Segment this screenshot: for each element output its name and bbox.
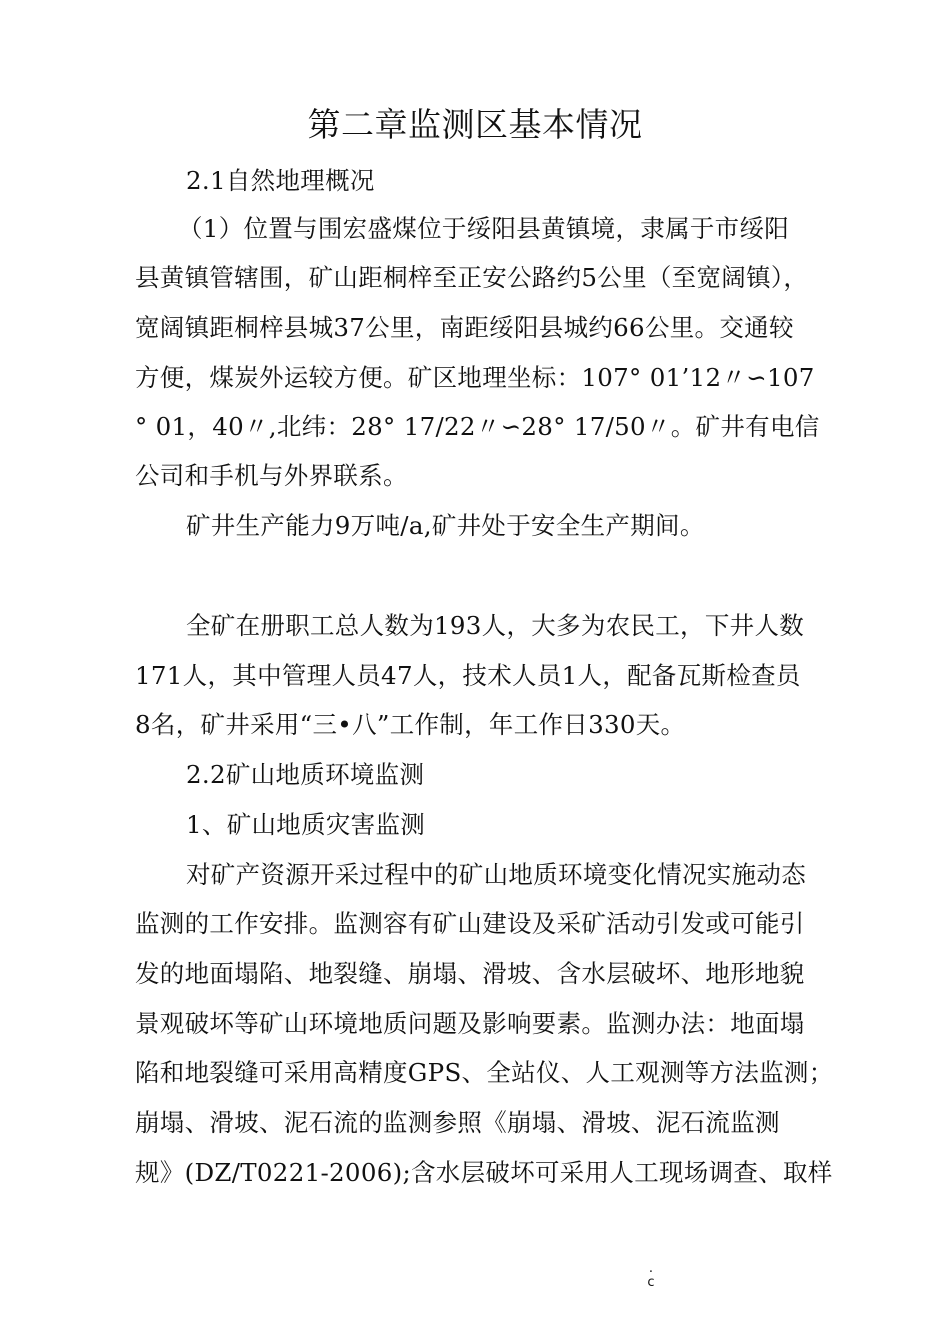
paragraph-line: 崩塌、滑坡、泥石流的监测参照《崩塌、滑坡、泥石流监测 (135, 1108, 780, 1137)
paragraph-line: 方便，煤炭外运较方便。矿区地理坐标：107° 01’12〃∽107 (135, 363, 815, 392)
paragraph-line: ° 01，40〃,北纬：28° 17/22〃∽28° 17/50〃。矿井有电信 (135, 412, 820, 441)
paragraph-line: 宽阔镇距桐梓县城37公里，南距绥阳县城约66公里。交通较 (135, 313, 794, 342)
chapter-title: 第二章监测区基本情况 (307, 105, 643, 144)
paragraph-line: 县黄镇管辖围，矿山距桐梓至正安公路约5公里（至宽阔镇）， (135, 263, 809, 292)
paragraph-line: 陷和地裂缝可采用高精度GPS、全站仪、人工观测等方法监测； (135, 1058, 834, 1087)
paragraph-line: 公司和手机与外界联系。 (135, 461, 408, 490)
paragraph-line: （1）位置与围宏盛煤位于绥阳县黄镇境，隶属于市绥阳 (178, 214, 790, 243)
paragraph-line: 171人，其中管理人员47人，技术人员1人，配备瓦斯检查员 (135, 661, 801, 690)
paragraph-line: 发的地面塌陷、地裂缝、崩塌、滑坡、含水层破坏、地形地貌 (135, 959, 805, 988)
paragraph-line: 规》(DZ/T0221-2006);含水层破坏可采用人工现场调查、取样 (135, 1158, 833, 1187)
paragraph-line: 对矿产资源开采过程中的矿山地质环境变化情况实施动态 (186, 860, 806, 889)
subsection-heading: 1、矿山地质灾害监测 (186, 810, 426, 839)
footer-dot: . (648, 1261, 654, 1276)
paragraph-line: 矿井生产能力9万吨/a,矿井处于安全生产期间。 (186, 511, 705, 540)
paragraph-line: 监测的工作安排。监测容有矿山建设及采矿活动引发或可能引 (135, 909, 805, 938)
page-footer (641, 1262, 661, 1290)
paragraph-line: 景观破坏等矿山环境地质问题及影响要素。监测办法：地面塌 (135, 1009, 805, 1038)
section-heading: 2.2矿山地质环境监测 (186, 760, 425, 789)
footer-letter: c (647, 1275, 655, 1290)
paragraph-line: 8名，矿井采用“三•八”工作制，年工作日330天。 (135, 710, 686, 739)
section-heading: 2.1自然地理概况 (186, 166, 375, 195)
paragraph-line: 全矿在册职工总人数为193人，大多为农民工，下井人数 (186, 611, 805, 640)
